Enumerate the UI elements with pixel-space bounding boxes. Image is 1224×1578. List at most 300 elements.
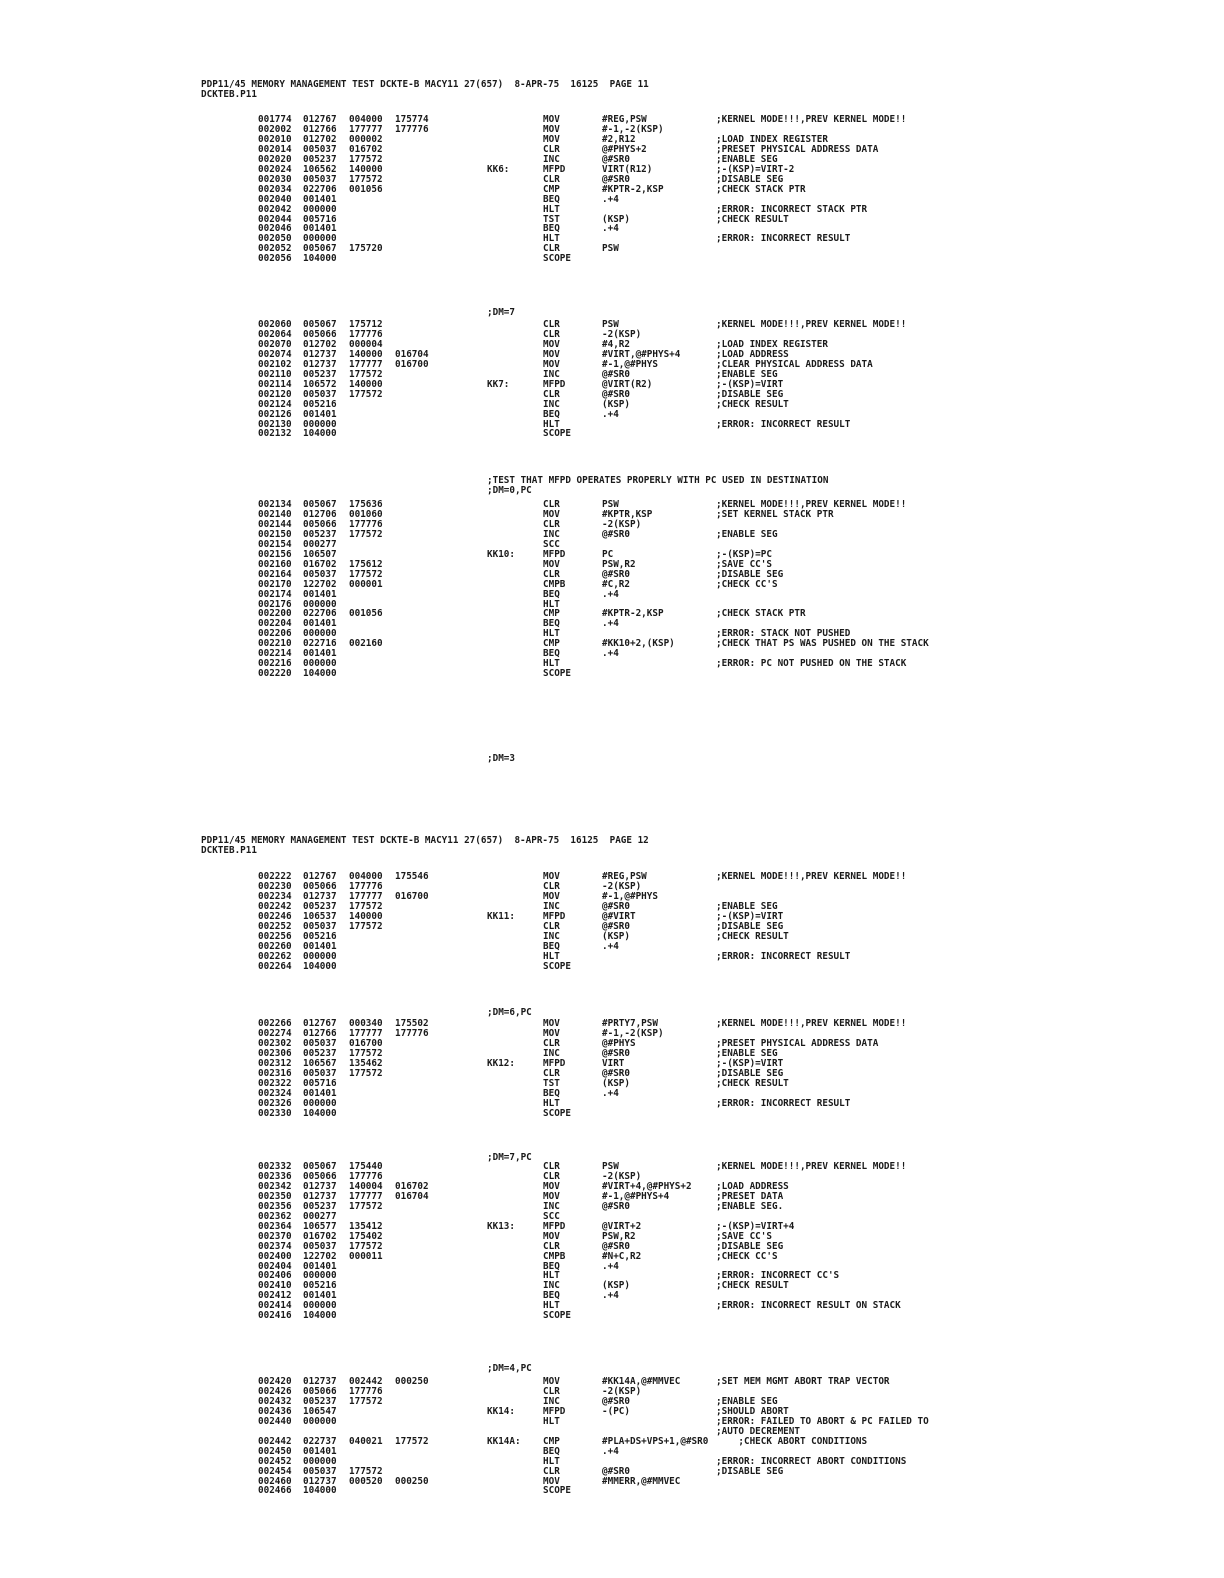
symbol-label: KK12: (487, 1057, 515, 1069)
comment: ;-(KSP)=VIRT (716, 910, 784, 922)
word-1: 022706 (303, 183, 337, 195)
address: 002330 (258, 1107, 292, 1119)
opcode: MOV (543, 508, 560, 520)
address: 002216 (258, 658, 292, 670)
address: 002050 (258, 233, 292, 245)
comment: ;CHECK RESULT (716, 398, 789, 410)
address: 002412 (258, 1290, 292, 1302)
operand: @#SR0 (602, 173, 630, 185)
address: 002336 (258, 1170, 292, 1182)
opcode: MOV (543, 1180, 560, 1192)
word-3: 000250 (395, 1475, 429, 1487)
word-1: 106547 (303, 1405, 337, 1417)
opcode: MOV (543, 338, 560, 350)
word-2: 177776 (349, 1170, 383, 1182)
word-2: 004000 (349, 114, 383, 125)
word-2: 001056 (349, 183, 383, 195)
operand: @#SR0 (602, 1047, 630, 1059)
listing-row (0, 590, 1224, 600)
listing-row (0, 254, 1224, 264)
listing-row (0, 952, 1224, 962)
word-1: 001401 (303, 588, 337, 600)
comment: ;ENABLE SEG (716, 1047, 778, 1059)
opcode: HLT (543, 1455, 560, 1467)
opcode: CLR (543, 1161, 560, 1172)
opcode: CLR (543, 1465, 560, 1477)
word-1: 000000 (303, 203, 337, 215)
listing-row (0, 224, 1224, 234)
operand: -(PC) (602, 1405, 630, 1417)
opcode: BEQ (543, 940, 560, 952)
listing-row (0, 1291, 1224, 1301)
comment: ;ERROR: INCORRECT RESULT (716, 418, 851, 430)
word-2: 177777 (349, 1027, 383, 1039)
address: 002124 (258, 398, 292, 410)
word-2: 177776 (349, 518, 383, 530)
address: 002042 (258, 203, 292, 215)
comment: ;ERROR: PC NOT PUSHED ON THE STACK (716, 658, 907, 670)
word-1: 000277 (303, 1210, 337, 1222)
opcode: MOV (543, 1376, 560, 1387)
comment: ;ERROR: STACK NOT PUSHED (716, 628, 851, 640)
comment: ;PRESET DATA (716, 1190, 784, 1202)
comment: ;SET MEM MGMT ABORT TRAP VECTOR (716, 1376, 890, 1387)
operand: PC (602, 548, 614, 560)
operand: #N+C,R2 (602, 1250, 642, 1262)
word-3: 016704 (395, 348, 429, 360)
address: 002044 (258, 213, 292, 225)
opcode: INC (543, 1280, 560, 1292)
opcode: MOV (543, 890, 560, 902)
opcode: HLT (543, 598, 560, 610)
opcode: BEQ (543, 648, 560, 660)
opcode: CLR (543, 1385, 560, 1397)
word-1: 001401 (303, 408, 337, 420)
word-1: 106537 (303, 910, 337, 922)
opcode: CLR (543, 1240, 560, 1252)
word-3: 175502 (395, 1018, 429, 1029)
comment: ;CHECK STACK PTR (716, 183, 806, 195)
comment: ;ENABLE SEG (716, 900, 778, 912)
operand: PSW,R2 (602, 1230, 636, 1242)
address: 002316 (258, 1067, 292, 1079)
word-1: 104000 (303, 960, 337, 972)
opcode: HLT (543, 418, 560, 430)
opcode: INC (543, 1047, 560, 1059)
word-1: 012737 (303, 1475, 337, 1487)
address: 002432 (258, 1395, 292, 1407)
word-1: 104000 (303, 1107, 337, 1119)
operand: @#SR0 (602, 1240, 630, 1252)
opcode: TST (543, 1077, 560, 1089)
word-1: 012702 (303, 338, 337, 350)
opcode: MOV (543, 1190, 560, 1202)
word-1: 016702 (303, 1230, 337, 1242)
operand: .+4 (602, 223, 619, 235)
listing-row (0, 1301, 1224, 1311)
address: 002262 (258, 950, 292, 962)
address: 002370 (258, 1230, 292, 1242)
word-1: 022706 (303, 608, 337, 620)
address: 002252 (258, 920, 292, 932)
operand: -2(KSP) (602, 880, 642, 892)
listing-row (0, 1109, 1224, 1119)
comment: ;ERROR: FAILED TO ABORT & PC FAILED TO (716, 1415, 929, 1427)
word-3: 016702 (395, 1180, 429, 1192)
word-1: 000000 (303, 598, 337, 610)
word-1: 016702 (303, 558, 337, 570)
word-1: 001401 (303, 1290, 337, 1302)
word-1: 104000 (303, 253, 337, 265)
section-directive: ;DM=7 (487, 307, 515, 318)
opcode: MOV (543, 133, 560, 145)
word-2: 177777 (349, 358, 383, 370)
opcode: SCOPE (543, 1485, 571, 1497)
operand: @#SR0 (602, 1067, 630, 1079)
header-title: PDP11/45 MEMORY MANAGEMENT TEST DCKTE-B MACY11 27(657) 8-APR-75 16125 PAGE 11 (201, 79, 649, 90)
word-2: 177572 (349, 368, 383, 380)
opcode: BEQ (543, 1290, 560, 1302)
word-1: 012737 (303, 358, 337, 370)
word-1: 005066 (303, 1170, 337, 1182)
word-2: 177572 (349, 900, 383, 912)
word-2: 140000 (349, 163, 383, 175)
listing-row (0, 1262, 1224, 1272)
word-2: 177572 (349, 1395, 383, 1407)
comment: ;ENABLE SEG (716, 1395, 778, 1407)
operand: .+4 (602, 648, 619, 660)
address: 002156 (258, 548, 292, 560)
address: 002214 (258, 648, 292, 660)
address: 002070 (258, 338, 292, 350)
address: 002374 (258, 1240, 292, 1252)
word-2: 040021 (349, 1435, 383, 1447)
comment: ;-(KSP)=VIRT (716, 1057, 784, 1069)
word-2: 177776 (349, 328, 383, 340)
address: 002420 (258, 1376, 292, 1387)
opcode: MFPD (543, 163, 566, 175)
address: 002246 (258, 910, 292, 922)
listing-row (0, 530, 1224, 540)
address: 002312 (258, 1057, 292, 1069)
address: 002342 (258, 1180, 292, 1192)
address: 002242 (258, 900, 292, 912)
word-1: 005066 (303, 1385, 337, 1397)
listing-row (0, 420, 1224, 430)
comment: ;SAVE CC'S (716, 558, 772, 570)
word-1: 104000 (303, 1485, 337, 1497)
word-1: 000000 (303, 1415, 337, 1427)
address: 002160 (258, 558, 292, 570)
operand: -2(KSP) (602, 328, 642, 340)
operand: @#SR0 (602, 568, 630, 580)
comment: ;KERNEL MODE!!!,PREV KERNEL MODE!! (716, 319, 907, 330)
opcode: CLR (543, 1170, 560, 1182)
comment: ;KERNEL MODE!!!,PREV KERNEL MODE!! (716, 871, 907, 882)
address: 002132 (258, 428, 292, 440)
word-2: 177572 (349, 1047, 383, 1059)
word-2: 016702 (349, 143, 383, 155)
operand: VIRT (602, 1057, 625, 1069)
operand: PSW (602, 1161, 619, 1172)
address: 002056 (258, 253, 292, 265)
word-3: 000250 (395, 1376, 429, 1387)
word-1: 005037 (303, 920, 337, 932)
address: 002200 (258, 608, 292, 620)
opcode: CLR (543, 518, 560, 530)
word-1: 001401 (303, 618, 337, 630)
word-1: 012737 (303, 1180, 337, 1192)
word-2: 001060 (349, 508, 383, 520)
opcode: INC (543, 930, 560, 942)
comment: ;KERNEL MODE!!!,PREV KERNEL MODE!! (716, 1018, 907, 1029)
word-1: 005067 (303, 243, 337, 255)
word-2: 000340 (349, 1018, 383, 1029)
word-1: 000000 (303, 1097, 337, 1109)
opcode: BEQ (543, 408, 560, 420)
page-header (201, 836, 649, 855)
listing-row (0, 1202, 1224, 1212)
operand: #-1,@#PHYS (602, 890, 658, 902)
opcode: INC (543, 1395, 560, 1407)
operand: (KSP) (602, 398, 630, 410)
opcode: HLT (543, 1300, 560, 1312)
comment: ;ERROR: INCORRECT RESULT (716, 233, 851, 245)
operand: #REG,PSW (602, 114, 647, 125)
opcode: CLR (543, 1037, 560, 1049)
comment: ;ERROR: INCORRECT STACK PTR (716, 203, 868, 215)
word-1: 001401 (303, 1445, 337, 1457)
word-1: 005237 (303, 1395, 337, 1407)
address: 002052 (258, 243, 292, 255)
address: 002466 (258, 1485, 292, 1497)
opcode: SCC (543, 1210, 560, 1222)
address: 002326 (258, 1097, 292, 1109)
word-1: 012767 (303, 114, 337, 125)
word-2: 140000 (349, 378, 383, 390)
listing-row (0, 1447, 1224, 1457)
listing-row (0, 1486, 1224, 1496)
comment: ;ERROR: INCORRECT ABORT CONDITIONS (716, 1455, 907, 1467)
address: 002302 (258, 1037, 292, 1049)
opcode: SCOPE (543, 960, 571, 972)
opcode: BEQ (543, 618, 560, 630)
opcode: CMP (543, 608, 560, 620)
operand: .+4 (602, 1445, 619, 1457)
word-2: 002442 (349, 1376, 383, 1387)
word-1: 005067 (303, 499, 337, 510)
word-2: 000004 (349, 338, 383, 350)
opcode: HLT (543, 203, 560, 215)
address: 002140 (258, 508, 292, 520)
word-1: 001401 (303, 940, 337, 952)
word-1: 005066 (303, 880, 337, 892)
opcode: MOV (543, 114, 560, 125)
operand: #VIRT,@#PHYS+4 (602, 348, 681, 360)
opcode: BEQ (543, 1445, 560, 1457)
opcode: CMPB (543, 578, 566, 590)
word-2: 177572 (349, 1200, 383, 1212)
operand: .+4 (602, 1260, 619, 1272)
comment: ;DISABLE SEG (716, 388, 784, 400)
listing-row (0, 1407, 1224, 1417)
operand: .+4 (602, 588, 619, 600)
word-1: 012767 (303, 871, 337, 882)
operand: #MMERR,@#MMVEC (602, 1475, 681, 1487)
word-1: 000000 (303, 1300, 337, 1312)
word-1: 000000 (303, 628, 337, 640)
listing-row (0, 410, 1224, 420)
opcode: HLT (543, 628, 560, 640)
opcode: INC (543, 153, 560, 165)
opcode: INC (543, 900, 560, 912)
comment: ;DISABLE SEG (716, 1067, 784, 1079)
word-1: 001401 (303, 1260, 337, 1272)
listing-row (0, 244, 1224, 254)
opcode: MFPD (543, 1220, 566, 1232)
address: 002150 (258, 528, 292, 540)
opcode: INC (543, 528, 560, 540)
operand: #C,R2 (602, 578, 630, 590)
word-1: 012737 (303, 1376, 337, 1387)
address: 002020 (258, 153, 292, 165)
word-1: 005037 (303, 173, 337, 185)
word-1: 005237 (303, 153, 337, 165)
address: 002426 (258, 1385, 292, 1397)
word-2: 000520 (349, 1475, 383, 1487)
comment: ;SAVE CC'S (716, 1230, 772, 1242)
word-1: 106507 (303, 548, 337, 560)
word-2: 177777 (349, 890, 383, 902)
comment: ;DISABLE SEG (716, 1465, 784, 1477)
section-directive: ;DM=4,PC (487, 1363, 532, 1374)
address: 002410 (258, 1280, 292, 1292)
symbol-label: KK10: (487, 548, 515, 560)
opcode: CLR (543, 319, 560, 330)
word-2: 175440 (349, 1161, 383, 1172)
word-2: 135462 (349, 1057, 383, 1069)
listing-row (0, 649, 1224, 659)
opcode: MOV (543, 1018, 560, 1029)
opcode: MFPD (543, 378, 566, 390)
word-1: 005716 (303, 1077, 337, 1089)
operand: @#SR0 (602, 368, 630, 380)
address: 002024 (258, 163, 292, 175)
symbol-label: KK7: (487, 378, 510, 390)
word-1: 012702 (303, 133, 337, 145)
address: 002230 (258, 880, 292, 892)
word-2: 000001 (349, 578, 383, 590)
operand: .+4 (602, 193, 619, 205)
opcode: MOV (543, 871, 560, 882)
comment: ;CHECK RESULT (716, 1280, 789, 1292)
header-filename: DCKTEB.P11 (201, 88, 257, 100)
operand: #KPTR-2,KSP (602, 183, 664, 195)
listing-row (0, 429, 1224, 439)
opcode: CLR (543, 328, 560, 340)
address: 002102 (258, 358, 292, 370)
opcode: HLT (543, 1270, 560, 1282)
word-2: 177776 (349, 1385, 383, 1397)
word-1: 005067 (303, 319, 337, 330)
address: 002436 (258, 1405, 292, 1417)
comment: ;LOAD ADDRESS (716, 348, 789, 360)
word-1: 001401 (303, 1087, 337, 1099)
section-directive: ;DM=7,PC (487, 1152, 532, 1163)
word-2: 177572 (349, 568, 383, 580)
opcode: BEQ (543, 193, 560, 205)
comment: ;CHECK ABORT CONDITIONS (716, 1435, 868, 1447)
word-1: 122702 (303, 1250, 337, 1262)
word-2: 177777 (349, 123, 383, 135)
comment: ;KERNEL MODE!!!,PREV KERNEL MODE!! (716, 499, 907, 510)
word-2: 177572 (349, 153, 383, 165)
opcode: MOV (543, 1027, 560, 1039)
operand: #PLA+DS+VPS+1,@#SR0 (602, 1435, 709, 1447)
comment: ;SHOULD ABORT (716, 1405, 789, 1417)
opcode: CLR (543, 880, 560, 892)
word-1: 012737 (303, 348, 337, 360)
word-2: 175612 (349, 558, 383, 570)
operand: .+4 (602, 618, 619, 630)
opcode: CLR (543, 243, 560, 255)
comment: ;CHECK RESULT (716, 1077, 789, 1089)
word-3: 016700 (395, 890, 429, 902)
listing-row (0, 1089, 1224, 1099)
operand: (KSP) (602, 1280, 630, 1292)
comment: ;-(KSP)=VIRT-2 (716, 163, 795, 175)
operand: @#SR0 (602, 1465, 630, 1477)
word-2: 135412 (349, 1220, 383, 1232)
opcode: BEQ (543, 223, 560, 235)
comment: ;LOAD INDEX REGISTER (716, 133, 828, 145)
operand: (KSP) (602, 930, 630, 942)
opcode: HLT (543, 1415, 560, 1427)
operand: .+4 (602, 408, 619, 420)
address: 002114 (258, 378, 292, 390)
word-2: 004000 (349, 871, 383, 882)
address: 002074 (258, 348, 292, 360)
address: 002120 (258, 388, 292, 400)
operand: #4,R2 (602, 338, 630, 350)
word-1: 005216 (303, 930, 337, 942)
listing-row (0, 1099, 1224, 1109)
comment: ;AUTO DECREMENT (716, 1425, 800, 1437)
address: 002356 (258, 1200, 292, 1212)
word-1: 005237 (303, 1047, 337, 1059)
word-3: 177776 (395, 1027, 429, 1039)
address: 002266 (258, 1018, 292, 1029)
word-3: 177572 (395, 1435, 429, 1447)
address: 002126 (258, 408, 292, 420)
operand: PSW (602, 319, 619, 330)
address: 002322 (258, 1077, 292, 1089)
word-2: 177776 (349, 880, 383, 892)
address: 002364 (258, 1220, 292, 1232)
word-1: 012767 (303, 1018, 337, 1029)
address: 002400 (258, 1250, 292, 1262)
word-2: 177572 (349, 528, 383, 540)
symbol-label: KK14: (487, 1405, 515, 1417)
opcode: CLR (543, 920, 560, 932)
address: 001774 (258, 114, 292, 125)
word-3: 016704 (395, 1190, 429, 1202)
opcode: CLR (543, 388, 560, 400)
comment: ;DISABLE SEG (716, 1240, 784, 1252)
address: 002206 (258, 628, 292, 640)
word-1: 005237 (303, 528, 337, 540)
word-3: 177776 (395, 123, 429, 135)
